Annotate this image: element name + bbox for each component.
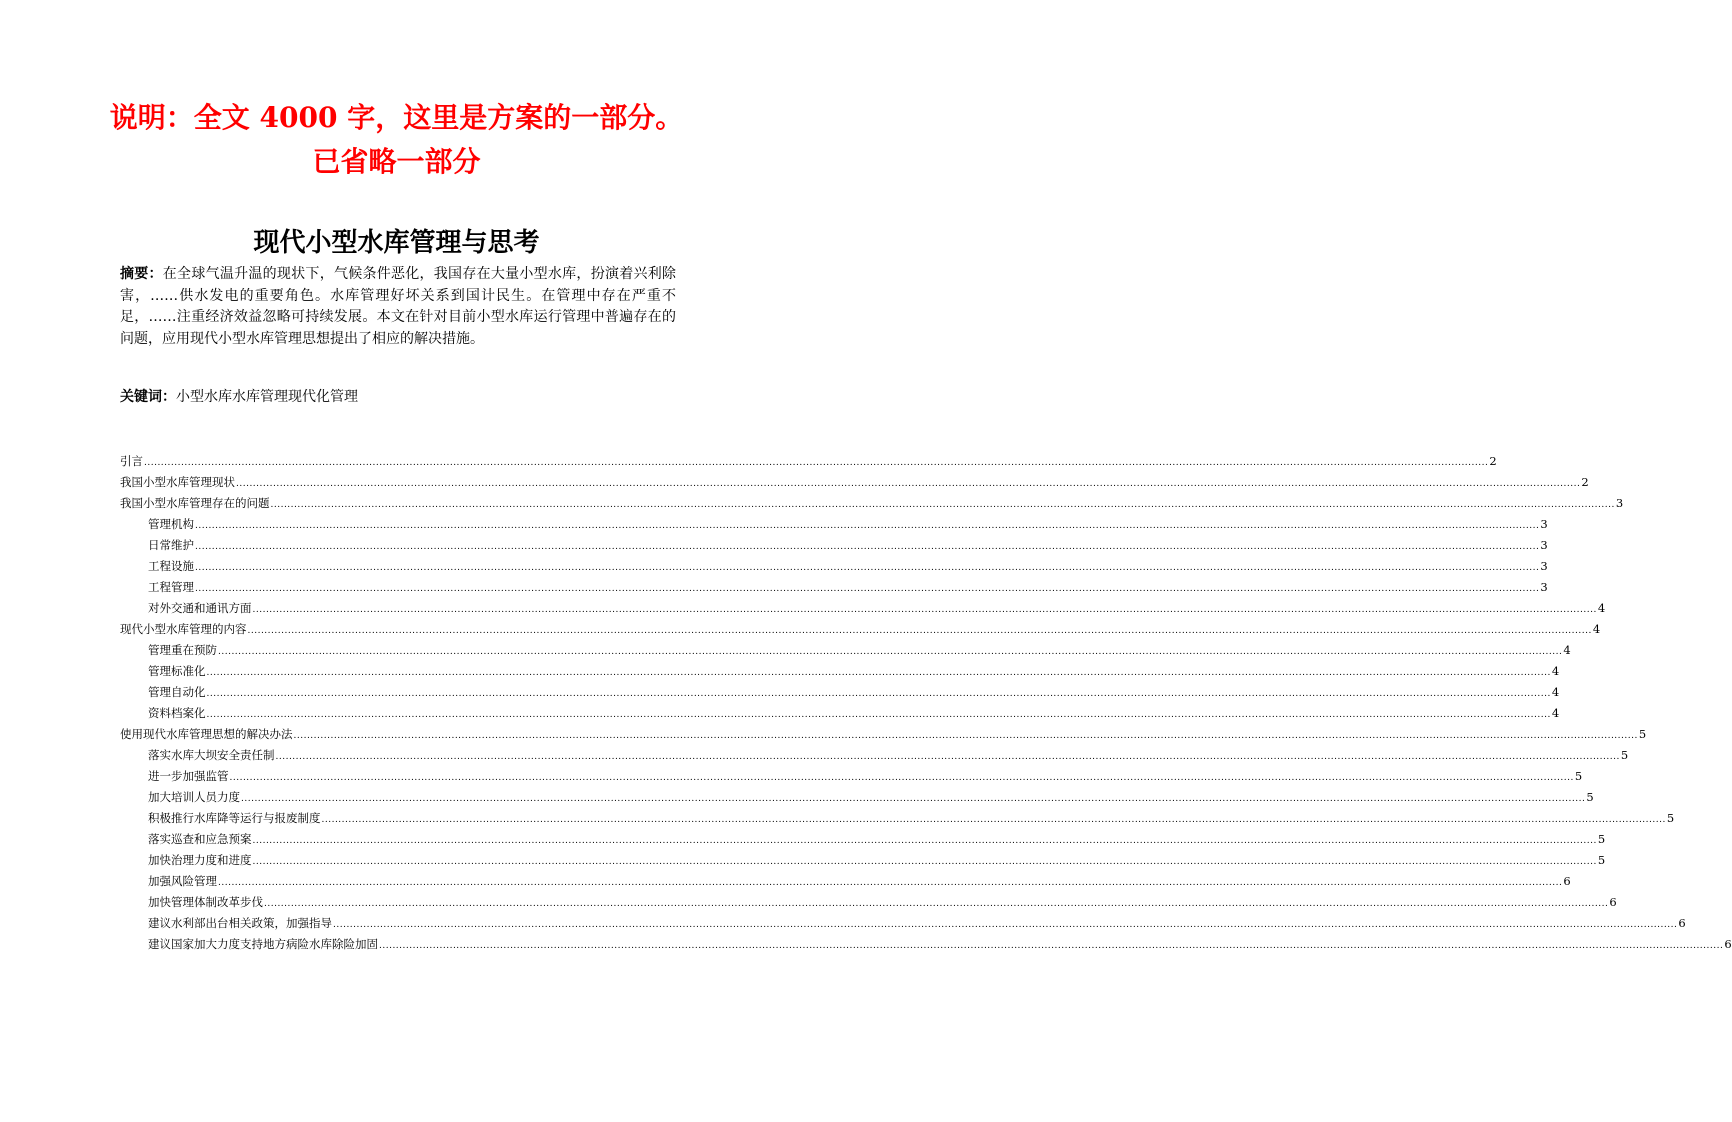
toc-entry-page: 6 [1724, 937, 1732, 951]
toc-leader-dots: ................................................................................................................................................................................................................................................................................................................................................................................................................ [275, 752, 1620, 762]
toc-leader-dots: ................................................................................................................................................................................................................................................................................................................................................................................................................ [206, 668, 1551, 678]
toc-entry-page: 3 [1540, 580, 1548, 594]
toc-leader-dots: ................................................................................................................................................................................................................................................................................................................................................................................................................ [229, 773, 1574, 783]
toc-entry-page: 2 [1581, 475, 1589, 489]
toc-entry-title: 加快治理力度和进度 [148, 853, 252, 867]
toc-entry-page: 5 [1666, 811, 1675, 825]
toc-entry[interactable] [120, 850, 1606, 871]
toc-entry[interactable] [120, 682, 1560, 703]
toc-entry-title: 资料档案化 [148, 706, 206, 720]
toc-entry[interactable] [120, 535, 1548, 556]
toc-entry-page: 3 [1540, 559, 1548, 573]
toc-leader-dots: ................................................................................................................................................................................................................................................................................................................................................................................................................ [206, 689, 1551, 699]
toc-leader-dots: ................................................................................................................................................................................................................................................................................................................................................................................................................ [252, 857, 1597, 867]
toc-entry-title: 进一步加强监管 [148, 769, 229, 783]
toc-entry[interactable] [120, 724, 1647, 745]
toc-entry-page: 5 [1597, 832, 1606, 846]
toc-entry-page: 3 [1615, 496, 1624, 510]
table-of-contents [120, 451, 1732, 955]
toc-entry-page: 2 [1489, 454, 1497, 468]
toc-entry[interactable] [120, 661, 1560, 682]
toc-entry-page: 4 [1563, 643, 1571, 657]
toc-entry-title: 日常维护 [148, 538, 194, 552]
abstract-text: 在全球气温升温的现状下，气候条件恶化，我国存在大量小型水库，扮演着兴利除害，……供水发电的重要角色。水库管理好坏关系到国计民生。在管理中存在严重不足，……注重经济效益忽略可持续发展。本文在针对目前小型水库运行管理中普遍存在的问题，应用现代小型水库管理思想提出了相应的解决措施。 [120, 266, 677, 347]
toc-leader-dots: ................................................................................................................................................................................................................................................................................................................................................................................................................ [241, 794, 1586, 804]
toc-leader-dots: ................................................................................................................................................................................................................................................................................................................................................................................................................ [236, 479, 1581, 489]
toc-entry[interactable] [120, 745, 1629, 766]
notice-line-2: 已省略一部分 [312, 145, 481, 178]
toc-leader-dots: ................................................................................................................................................................................................................................................................................................................................................................................................................ [247, 626, 1592, 636]
toc-leader-dots: ................................................................................................................................................................................................................................................................................................................................................................................................................ [195, 584, 1540, 594]
toc-leader-dots: ................................................................................................................................................................................................................................................................................................................................................................................................................ [195, 563, 1540, 573]
toc-entry-page: 3 [1540, 517, 1548, 531]
toc-leader-dots: ................................................................................................................................................................................................................................................................................................................................................................................................................ [218, 647, 1563, 657]
toc-entry-page: 5 [1574, 769, 1583, 783]
toc-leader-dots: ................................................................................................................................................................................................................................................................................................................................................................................................................ [252, 836, 1597, 846]
keywords [120, 387, 358, 407]
toc-leader-dots: ................................................................................................................................................................................................................................................................................................................................................................................................................ [293, 731, 1638, 741]
toc-entry[interactable] [120, 703, 1560, 724]
toc-entry-title: 建议国家加大力度支持地方病险水库除险加固 [148, 937, 378, 951]
toc-entry-page: 6 [1563, 874, 1571, 888]
toc-entry-title: 管理标准化 [148, 664, 206, 678]
toc-entry[interactable] [120, 934, 1732, 955]
keywords-text: 小型水库水库管理现代化管理 [176, 389, 358, 405]
toc-entry-title: 加快管理体制改革步伐 [148, 895, 263, 909]
toc-leader-dots: ................................................................................................................................................................................................................................................................................................................................................................................................................ [264, 899, 1609, 909]
notice-line-1: 说明：全文 4000 字，这里是方案的一部分。 [109, 101, 684, 134]
toc-leader-dots: ................................................................................................................................................................................................................................................................................................................................................................................................................ [144, 458, 1489, 468]
toc-entry-page: 4 [1597, 601, 1606, 615]
toc-entry-title: 落实水库大坝安全责任制 [148, 748, 275, 762]
toc-leader-dots: ................................................................................................................................................................................................................................................................................................................................................................................................................ [321, 815, 1666, 825]
toc-entry[interactable] [120, 472, 1589, 493]
notice [0, 96, 793, 184]
toc-leader-dots: ................................................................................................................................................................................................................................................................................................................................................................................................................ [333, 920, 1678, 930]
abstract-label: 摘要： [120, 266, 163, 282]
toc-leader-dots: ................................................................................................................................................................................................................................................................................................................................................................................................................ [379, 941, 1724, 951]
toc-leader-dots: ................................................................................................................................................................................................................................................................................................................................................................................................................ [206, 710, 1551, 720]
toc-entry[interactable] [120, 514, 1548, 535]
toc-entry-page: 5 [1586, 790, 1594, 804]
toc-entry-title: 建议水利部出台相关政策，加强指导 [148, 916, 332, 930]
toc-entry[interactable] [120, 766, 1583, 787]
toc-entry-page: 5 [1597, 853, 1606, 867]
toc-entry[interactable] [120, 787, 1594, 808]
toc-entry-title: 现代小型水库管理的内容 [120, 622, 247, 636]
document-title: 现代小型水库管理与思考 [253, 228, 540, 258]
toc-leader-dots: ................................................................................................................................................................................................................................................................................................................................................................................................................ [218, 878, 1563, 888]
toc-entry[interactable] [120, 892, 1617, 913]
toc-entry-title: 加强风险管理 [148, 874, 217, 888]
toc-entry[interactable] [120, 556, 1548, 577]
toc-entry[interactable] [120, 493, 1624, 514]
toc-entry-title: 对外交通和通讯方面 [148, 601, 252, 615]
toc-entry[interactable] [120, 577, 1548, 598]
toc-entry-page: 6 [1678, 916, 1686, 930]
toc-entry[interactable] [120, 451, 1497, 472]
abstract [120, 264, 676, 350]
toc-entry[interactable] [120, 598, 1606, 619]
toc-entry-title: 使用现代水库管理思想的解决办法 [120, 727, 293, 741]
toc-entry-page: 4 [1551, 664, 1560, 678]
toc-entry[interactable] [120, 808, 1675, 829]
toc-entry-title: 管理机构 [148, 517, 194, 531]
toc-leader-dots: ................................................................................................................................................................................................................................................................................................................................................................................................................ [195, 521, 1540, 531]
toc-entry-title: 加大培训人员力度 [148, 790, 240, 804]
toc-leader-dots: ................................................................................................................................................................................................................................................................................................................................................................................................................ [270, 500, 1615, 510]
toc-entry-title: 引言 [120, 454, 143, 468]
toc-entry[interactable] [120, 619, 1601, 640]
toc-entry-title: 我国小型水库管理现状 [120, 475, 235, 489]
toc-entry-page: 4 [1592, 622, 1601, 636]
toc-entry-page: 5 [1638, 727, 1647, 741]
keywords-label: 关键词： [120, 389, 176, 405]
toc-entry-page: 3 [1540, 538, 1548, 552]
toc-entry-title: 工程管理 [148, 580, 194, 594]
toc-entry[interactable] [120, 640, 1571, 661]
toc-entry-title: 落实巡查和应急预案 [148, 832, 252, 846]
toc-entry-title: 我国小型水库管理存在的问题 [120, 496, 270, 510]
toc-entry-title: 积极推行水库降等运行与报废制度 [148, 811, 321, 825]
toc-entry-page: 6 [1609, 895, 1617, 909]
toc-entry[interactable] [120, 829, 1606, 850]
toc-entry-title: 工程设施 [148, 559, 194, 573]
toc-leader-dots: ................................................................................................................................................................................................................................................................................................................................................................................................................ [252, 605, 1597, 615]
toc-entry-page: 4 [1551, 706, 1560, 720]
toc-entry-title: 管理重在预防 [148, 643, 217, 657]
toc-entry[interactable] [120, 871, 1571, 892]
toc-leader-dots: ................................................................................................................................................................................................................................................................................................................................................................................................................ [195, 542, 1540, 552]
toc-entry-title: 管理自动化 [148, 685, 206, 699]
toc-entry-page: 4 [1551, 685, 1560, 699]
toc-entry-page: 5 [1620, 748, 1629, 762]
toc-entry[interactable] [120, 913, 1686, 934]
